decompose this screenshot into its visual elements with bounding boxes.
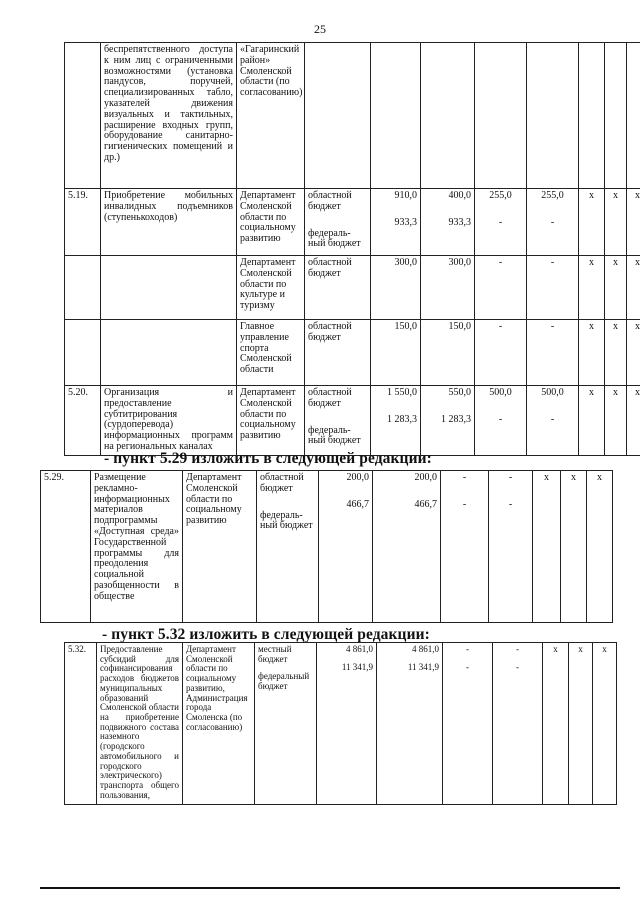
funding-source: федеральный бюджет [258, 671, 310, 692]
year-amount: 1 283,3 [441, 413, 471, 425]
total-amount: 300,0 [371, 256, 421, 320]
year-amount: 933,3 [448, 216, 471, 228]
page-number: 25 [314, 22, 326, 36]
total-amount: 466,7 [346, 498, 369, 510]
funding-source: федераль-ный бюджет [260, 509, 313, 532]
year-amount: - [550, 413, 555, 425]
year-amount: - [466, 661, 469, 672]
amendment-instruction-529: - пункт 5.29 изложить в следующей редакции: [104, 450, 432, 467]
x-mark: x [579, 320, 605, 386]
x-mark: x [627, 386, 640, 456]
year-amount: 400,0 [448, 190, 471, 201]
total-amount: 933,3 [394, 216, 417, 228]
x-mark: x [569, 643, 593, 805]
year-amount: - [466, 644, 469, 654]
year-amount: - [498, 216, 503, 228]
year-amount: - [462, 498, 467, 510]
executor: Департамент Смоленской области по социальному развитию [237, 189, 305, 256]
year-amount: - [508, 472, 513, 483]
year-amount: 466,7 [414, 498, 437, 510]
executor: Департамент Смоленской области по социальному развитию [183, 471, 257, 623]
year-amount: 300,0 [421, 256, 475, 320]
program-table-item-532 [64, 642, 617, 805]
table-row [65, 320, 640, 386]
x-mark: x [627, 256, 640, 320]
year-amount: - [516, 644, 519, 654]
year-amount: 200,0 [414, 472, 437, 483]
funding-source: местный бюджет [258, 644, 292, 664]
item-number: 5.32. [65, 643, 97, 805]
x-mark: x [605, 256, 627, 320]
total-amount: 4 861,0 [346, 644, 373, 654]
table-row [65, 189, 640, 256]
year-amount: - [508, 498, 513, 510]
item-number: 5.29. [41, 471, 91, 623]
table-row [65, 43, 640, 189]
measure-description: Приобретение мобильных инвалидных подъемников (ступенькоходов) [101, 189, 237, 256]
measure-description: беспрепятственного доступа к ним лиц с ограниченными возможностями (установка пандусов, поручней, специализированных табло, указателей движения визуальных и тактильных, расширение входных групп, оборудование санитарно-гигиенических помещений и др.) [101, 43, 237, 189]
year-amount: - [498, 413, 503, 425]
total-amount: 150,0 [371, 320, 421, 386]
funding-source: областной бюджет [308, 387, 352, 409]
funding-source: областной бюджет [305, 320, 371, 386]
year-amount: 11 341,9 [407, 661, 439, 672]
amendment-instruction-532: - пункт 5.32 изложить в следующей редакции: [102, 626, 430, 643]
item-number: 5.20. [65, 386, 101, 456]
x-mark: x [605, 189, 627, 256]
year-amount: 150,0 [421, 320, 475, 386]
year-amount: - [516, 661, 519, 672]
year-amount: - [475, 320, 527, 386]
executor: Департамент Смоленской области по социальному развитию [237, 386, 305, 456]
funding-source: федераль-ный бюджет [308, 424, 361, 447]
year-amount: 550,0 [448, 387, 471, 398]
x-mark: x [605, 320, 627, 386]
x-mark: x [579, 256, 605, 320]
program-table-item-529 [40, 470, 613, 623]
measure-description: Предоставление субсидий для софинансирования расходов бюджетов муниципальных образований Смоленской области на приобретение подвижного состава наземного (городского автомобильного и городского электрического) транспорта общего пользования, [97, 643, 183, 805]
x-mark: x [627, 320, 640, 386]
executor: Главное управление спорта Смоленской области [237, 320, 305, 386]
table-row [65, 643, 617, 805]
funding-source: областной бюджет [308, 190, 352, 212]
table-row [65, 386, 640, 456]
x-mark: x [533, 471, 561, 623]
year-amount: - [550, 216, 555, 228]
year-amount: - [462, 472, 467, 483]
total-amount: 910,0 [394, 190, 417, 201]
funding-source: областной бюджет [305, 256, 371, 320]
program-table-continued [64, 42, 640, 456]
measure-description: Размещение рекламно-информационных материалов подпрограммы «Доступная среда» Государственной программы для преодоления социальной разобщенности в обществе [91, 471, 183, 623]
bottom-rule [40, 887, 620, 889]
funding-source: федераль-ный бюджет [308, 227, 361, 250]
total-amount: 1 550,0 [387, 387, 417, 398]
total-amount: 200,0 [346, 472, 369, 483]
table-row [41, 471, 613, 623]
x-mark: x [579, 386, 605, 456]
year-amount: 500,0 [541, 387, 564, 398]
item-number: 5.19. [65, 189, 101, 256]
x-mark: x [627, 189, 640, 256]
executor: «Гагаринский район» Смоленской области (по согласованию) [237, 43, 305, 189]
x-mark: x [543, 643, 569, 805]
x-mark: x [593, 643, 617, 805]
year-amount: - [475, 256, 527, 320]
x-mark: x [579, 189, 605, 256]
x-mark: x [587, 471, 613, 623]
total-amount: 11 341,9 [341, 661, 373, 672]
measure-description: Организация и предоставление субтитрирования (сурдоперевода) информационных программ на региональных каналах [101, 386, 237, 456]
year-amount: 255,0 [541, 190, 564, 201]
year-amount: 255,0 [489, 190, 512, 201]
total-amount: 1 283,3 [387, 413, 417, 425]
table-row [65, 256, 640, 320]
year-amount: - [527, 320, 579, 386]
x-mark: x [561, 471, 587, 623]
year-amount: 500,0 [489, 387, 512, 398]
year-amount: 4 861,0 [412, 644, 439, 654]
executor: Департамент Смоленской области по культуре и туризму [237, 256, 305, 320]
funding-source: областной бюджет [260, 472, 304, 494]
year-amount: - [527, 256, 579, 320]
x-mark: x [605, 386, 627, 456]
executor: Департамент Смоленской области по социальному развитию, Администрация города Смоленска (по согласованию) [183, 643, 255, 805]
